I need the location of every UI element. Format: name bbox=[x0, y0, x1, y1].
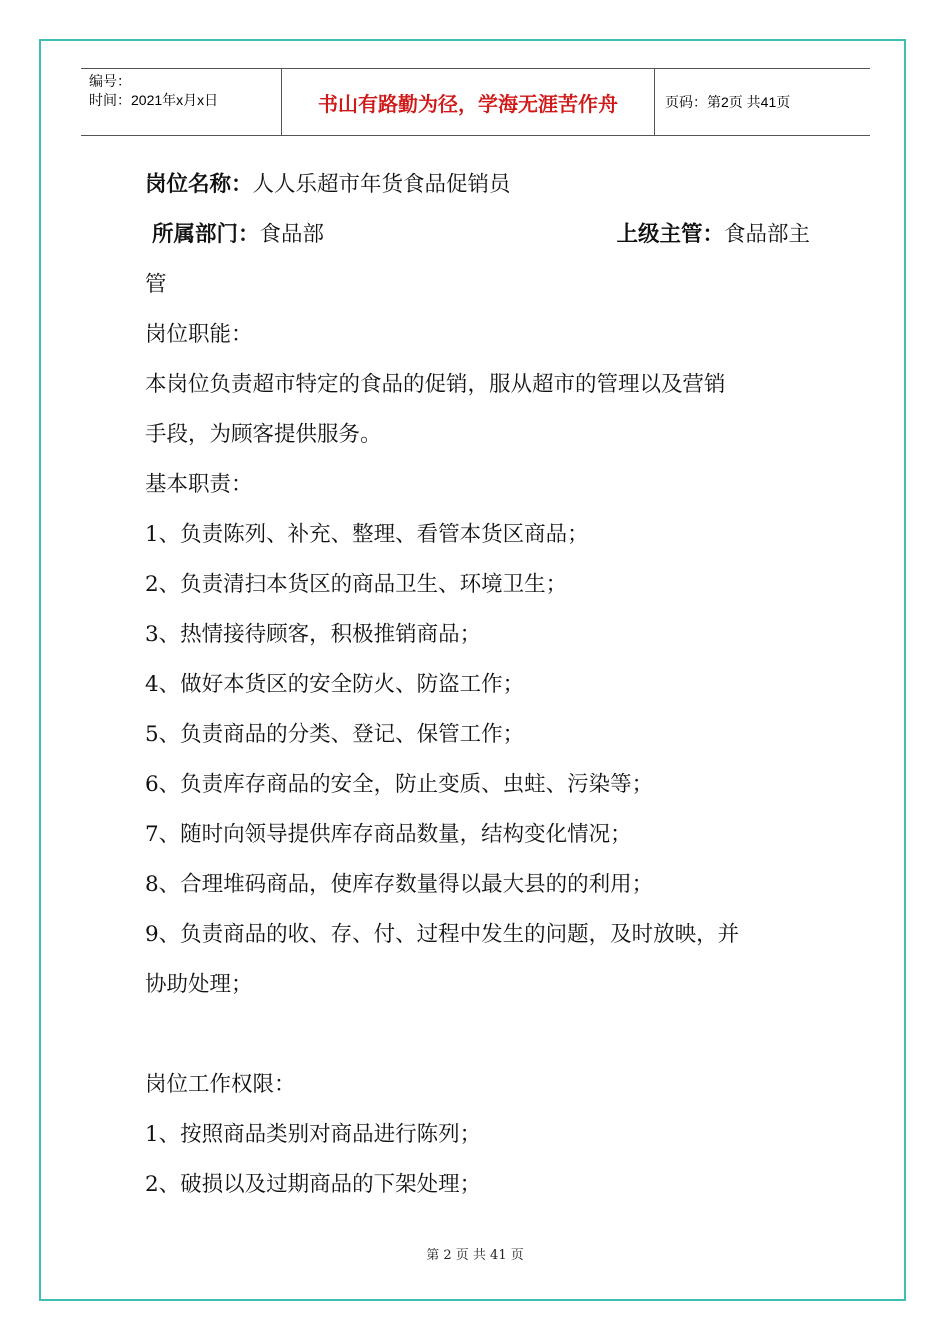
supervisor-label: 上级主管： bbox=[616, 222, 724, 247]
page-footer: 第 2 页 共 41 页 bbox=[426, 1248, 524, 1263]
number-label: 编号： bbox=[89, 73, 131, 89]
position-name-value: 人人乐超市年货食品促销员 bbox=[252, 172, 511, 197]
duty-item: 2、负责清扫本货区的商品卫生、环境卫生； bbox=[145, 572, 568, 597]
function-text-line-2: 手段，为顾客提供服务。 bbox=[145, 422, 382, 447]
time-label: 时间：2021年x月x日 bbox=[89, 92, 219, 108]
paragraph-spacer bbox=[145, 1010, 810, 1060]
document-header bbox=[81, 68, 870, 136]
supervisor-field bbox=[616, 210, 810, 260]
position-name-line bbox=[145, 160, 810, 210]
duty-item: 5、负责商品的分类、登记、保管工作； bbox=[145, 722, 525, 747]
department-label: 所属部门： bbox=[152, 222, 260, 247]
duty-item: 4、做好本货区的安全防火、防盗工作； bbox=[145, 672, 525, 697]
department-field bbox=[145, 210, 324, 260]
duty-item: 6、负责库存商品的安全，防止变质、虫蛀、污染等； bbox=[145, 772, 654, 797]
function-heading: 岗位职能： bbox=[145, 322, 253, 347]
supervisor-continuation: 管 bbox=[145, 272, 167, 297]
department-line bbox=[145, 210, 810, 260]
duty-item: 1、负责陈列、补充、整理、看管本货区商品； bbox=[145, 522, 589, 547]
header-meta bbox=[81, 69, 282, 135]
authority-item: 2、破损以及过期商品的下架处理； bbox=[145, 1172, 482, 1197]
duty-item: 9、负责商品的收、存、付、过程中发生的问题，及时放映，并 bbox=[145, 922, 740, 947]
department-value: 食品部 bbox=[259, 222, 325, 247]
duties-heading: 基本职责： bbox=[145, 472, 253, 497]
authority-item: 1、按照商品类别对商品进行陈列； bbox=[145, 1122, 482, 1147]
function-text-line-1: 本岗位负责超市特定的食品的促销，服从超市的管理以及营销 bbox=[145, 372, 726, 397]
duty-item: 8、合理堆码商品，使库存数量得以最大县的的利用； bbox=[145, 872, 654, 897]
document-body bbox=[145, 160, 810, 1210]
supervisor-value: 食品部主 bbox=[723, 222, 810, 247]
header-motto: 书山有路勤为径，学海无涯苦作舟 bbox=[282, 69, 655, 135]
authority-heading: 岗位工作权限： bbox=[145, 1072, 296, 1097]
duty-item: 协助处理； bbox=[145, 972, 253, 997]
position-name-label: 岗位名称： bbox=[145, 172, 253, 197]
duty-item: 7、随时向领导提供库存商品数量，结构变化情况； bbox=[145, 822, 632, 847]
duty-item: 3、热情接待顾客，积极推销商品； bbox=[145, 622, 482, 647]
header-page-label: 页码：第2页 共41页 bbox=[665, 94, 791, 110]
